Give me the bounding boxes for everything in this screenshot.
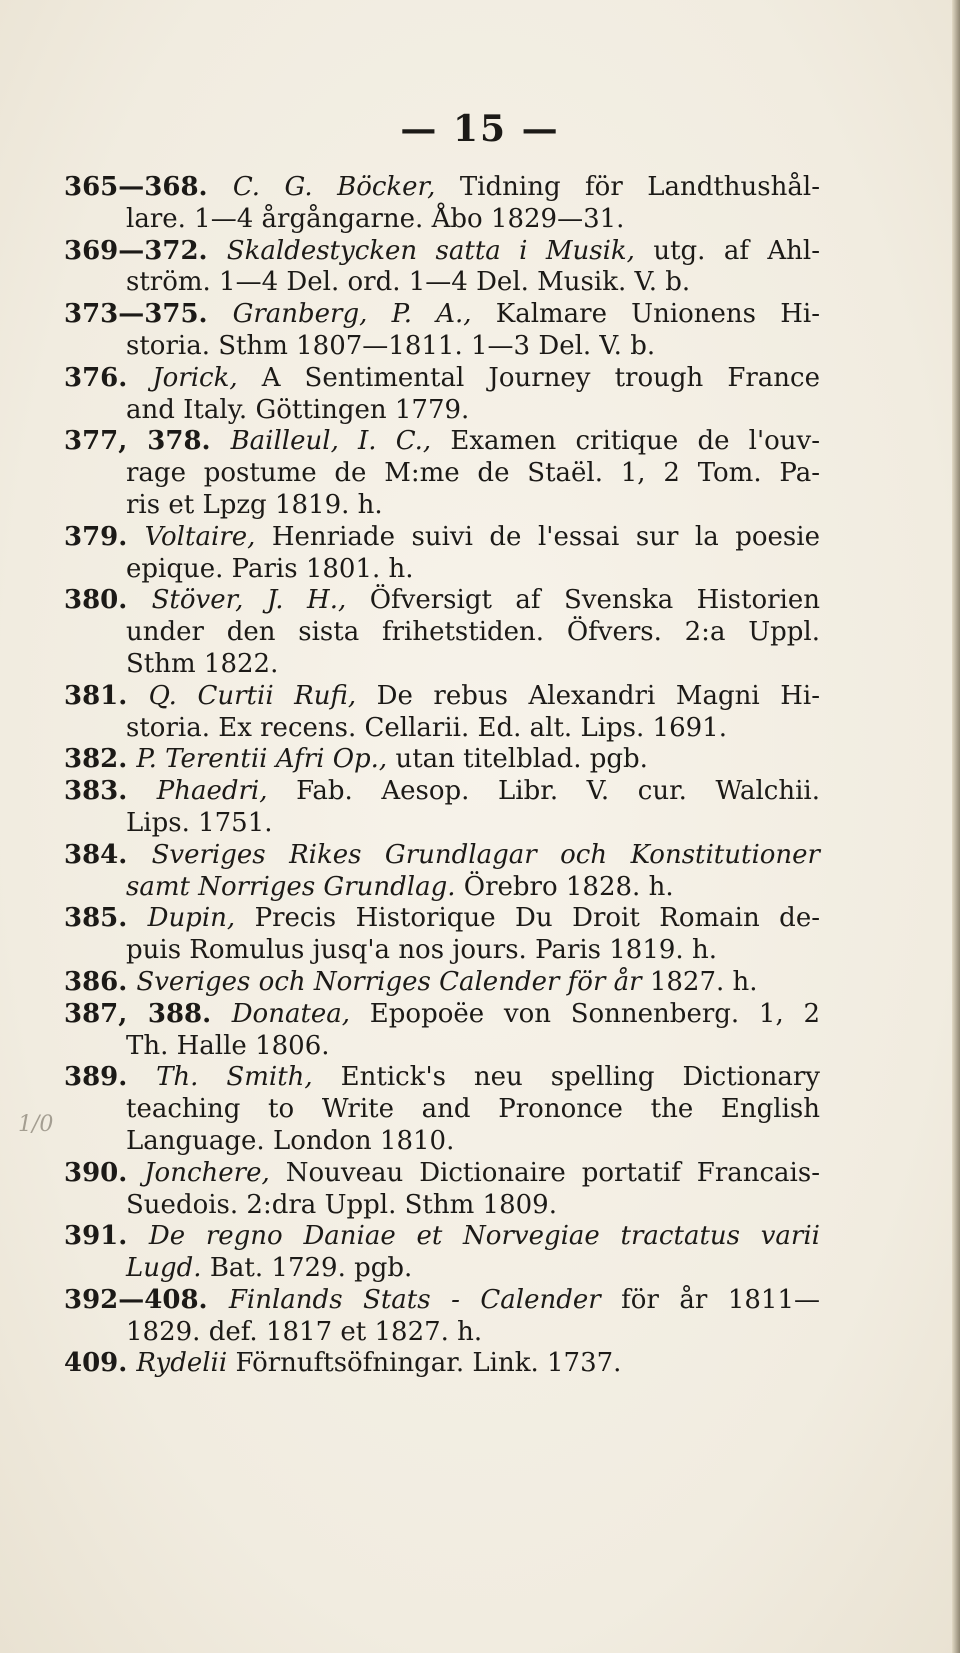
entry-text: lare. 1—4 årgångarne. Åbo 1829—31.: [126, 203, 625, 234]
entry-text: Language. London 1810.: [126, 1125, 455, 1156]
catalog-entry: [64, 744, 820, 776]
entry-text: Öfversigt af Svenska Historien: [346, 585, 820, 616]
entry-author-title: Q. Curtii Rufi,: [148, 680, 357, 711]
entry-author-title: Dupin,: [147, 903, 236, 934]
entry-continuation-line: [64, 267, 820, 299]
entry-continuation-line: [64, 395, 820, 427]
entry-number: 391.: [64, 1221, 149, 1252]
entry-first-line: [64, 363, 820, 395]
entry-first-line: [64, 681, 820, 713]
entry-author-title: Voltaire,: [144, 521, 256, 552]
entry-continuation-line: [64, 204, 820, 236]
entry-text: Precis Historique Du Droit Romain de-: [235, 903, 820, 934]
entry-text: A Sentimental Journey trough France: [237, 362, 820, 393]
entry-first-line: [64, 426, 820, 458]
entry-author-title: Sveriges och Norriges Calender för år: [136, 966, 642, 997]
entry-continuation-line: [64, 1190, 820, 1222]
entry-first-line: [64, 999, 820, 1031]
entry-text: under den sista frihetstiden. Öfvers. 2:a Uppl.: [126, 617, 820, 648]
entry-continuation-line: [64, 713, 820, 745]
entry-text: Fab. Aesop. Libr. V. cur. Walchii.: [267, 776, 820, 807]
entry-author-title: samt Norriges Grundlag.: [126, 871, 456, 902]
entry-first-line: [64, 236, 820, 268]
entry-text: utan titelblad. pgb.: [387, 744, 648, 775]
entry-first-line: [64, 1062, 820, 1094]
entry-number: 390.: [64, 1157, 145, 1188]
entry-continuation-line: [64, 490, 820, 522]
entry-continuation-line: [64, 1031, 820, 1063]
entry-number: 409.: [64, 1348, 137, 1379]
entry-text: ström. 1—4 Del. ord. 1—4 Del. Musik. V. b.: [126, 267, 691, 298]
entry-text: puis Romulus jusq'a nos jours. Paris 1819. h.: [126, 935, 717, 966]
catalog-entries: [64, 172, 820, 1380]
entry-text: Örebro 1828. h.: [455, 871, 674, 902]
entry-number: 379.: [64, 521, 145, 552]
entry-continuation-line: [64, 808, 820, 840]
entry-first-line: [64, 1348, 820, 1380]
entry-number: 383.: [64, 776, 157, 807]
entry-text: Förnuftsöfningar. Link. 1737.: [227, 1348, 622, 1379]
catalog-entry: [64, 1062, 820, 1157]
entry-author-title: Finlands Stats - Calender: [228, 1284, 601, 1315]
entry-text: storia. Sthm 1807—1811. 1—3 Del. V. b.: [126, 330, 656, 361]
entry-text: 1827. h.: [641, 966, 758, 997]
entry-continuation-line: [64, 554, 820, 586]
entry-author-title: Bailleul, I. C.,: [230, 426, 432, 457]
entry-author-title: Jorick,: [152, 362, 238, 393]
entry-number: 380.: [64, 585, 152, 616]
entry-continuation-line: [64, 649, 820, 681]
entry-number: 386.: [64, 966, 137, 997]
page-number: — 15 —: [400, 108, 560, 150]
entry-text: Suedois. 2:dra Uppl. Sthm 1809.: [126, 1189, 557, 1220]
entry-author-title: Rydelii: [136, 1348, 228, 1379]
entry-author-title: C. G. Böcker,: [232, 172, 436, 202]
entry-text: 1829. def. 1817 et 1827. h.: [126, 1316, 483, 1347]
entry-first-line: [64, 172, 820, 204]
entry-author-title: Granberg, P. A.,: [232, 299, 472, 330]
entry-author-title: Donatea,: [231, 998, 351, 1029]
catalog-entry: [64, 236, 820, 300]
entry-number: 376.: [64, 362, 153, 393]
entry-first-line: [64, 299, 820, 331]
entry-text: utg. af Ahl-: [634, 235, 820, 266]
entry-text: Tidning för Landthushål-: [435, 172, 820, 202]
catalog-entry: [64, 1285, 820, 1349]
catalog-entry: [64, 585, 820, 680]
entry-number: 384.: [64, 839, 152, 870]
entry-text: rage postume de M:me de Staël. 1, 2 Tom. Pa-: [126, 458, 820, 489]
entry-text: Entick's neu spelling Dictionary: [312, 1062, 820, 1093]
entry-continuation-line: [64, 1094, 820, 1126]
entry-continuation-line: [64, 872, 820, 904]
entry-first-line: [64, 522, 820, 554]
entry-text: Nouveau Dictionaire portatif Francais-: [269, 1157, 820, 1188]
catalog-entry: [64, 1348, 820, 1380]
entry-continuation-line: [64, 617, 820, 649]
catalog-entry: [64, 522, 820, 586]
entry-continuation-line: [64, 1317, 820, 1349]
catalog-entry: [64, 840, 820, 904]
entry-text: Henriade suivi de l'essai sur la poesie: [255, 521, 820, 552]
entry-text: för år 1811—: [600, 1284, 820, 1315]
entry-text: Lips. 1751.: [126, 807, 273, 838]
entry-text: Bat. 1729. pgb.: [201, 1253, 413, 1284]
entry-continuation-line: [64, 935, 820, 967]
entry-continuation-line: [64, 331, 820, 363]
catalog-entry: [64, 299, 820, 363]
catalog-entry: [64, 1221, 820, 1285]
entry-number: 392—408.: [64, 1284, 229, 1315]
catalog-entry: [64, 903, 820, 967]
entry-continuation-line: [64, 458, 820, 490]
entry-author-title: Phaedri,: [156, 776, 268, 807]
entry-author-title: Sveriges Rikes Grundlagar och Konstitutioner: [151, 839, 820, 870]
entry-author-title: Jonchere,: [144, 1157, 270, 1188]
entry-author-title: P. Terentii Afri Op.,: [136, 744, 388, 775]
entry-author-title: Skaldestycken satta i Musik,: [226, 235, 635, 266]
entry-number: 389.: [64, 1062, 157, 1093]
entry-first-line: [64, 585, 820, 617]
catalog-entry: [64, 426, 820, 521]
entry-number: 385.: [64, 903, 148, 934]
entry-number: 387, 388.: [64, 998, 232, 1029]
entry-author-title: Stöver, J. H.,: [151, 585, 347, 616]
catalog-entry: [64, 363, 820, 427]
entry-number: 373—375.: [64, 299, 233, 330]
catalog-entry: [64, 999, 820, 1063]
catalog-entry: [64, 172, 820, 236]
entry-text: Sthm 1822.: [126, 648, 279, 679]
entry-number: 381.: [64, 680, 149, 711]
entry-first-line: [64, 1221, 820, 1253]
entry-author-title: De regno Daniae et Norvegiae tractatus varii: [148, 1221, 820, 1252]
entry-first-line: [64, 903, 820, 935]
entry-author-title: Lugd.: [126, 1253, 202, 1284]
entry-text: epique. Paris 1801. h.: [126, 553, 414, 584]
entry-continuation-line: [64, 1253, 820, 1285]
entry-text: Examen critique de l'ouv-: [431, 426, 821, 457]
margin-note: 1/0: [18, 1112, 54, 1137]
entry-text: Kalmare Unionens Hi-: [471, 299, 820, 330]
entry-text: ris et Lpzg 1819. h.: [126, 489, 383, 520]
catalog-entry: [64, 681, 820, 745]
entry-number: 365—368.: [64, 172, 233, 202]
entry-number: 377, 378.: [64, 426, 231, 457]
entry-first-line: [64, 1158, 820, 1190]
entry-text: storia. Ex recens. Cellarii. Ed. alt. Lips. 1691.: [126, 712, 727, 743]
entry-text: De rebus Alexandri Magni Hi-: [356, 680, 820, 711]
entry-text: and Italy. Göttingen 1779.: [126, 394, 470, 425]
entry-text: Th. Halle 1806.: [126, 1030, 330, 1061]
catalog-entry: [64, 967, 820, 999]
catalog-entry: [64, 1158, 820, 1222]
catalog-entry: [64, 776, 820, 840]
page-edge: [952, 0, 960, 1653]
entry-continuation-line: [64, 1126, 820, 1158]
entry-first-line: [64, 776, 820, 808]
entry-text: Epopoëe von Sonnenberg. 1, 2: [350, 998, 820, 1029]
entry-text: teaching to Write and Prononce the English: [126, 1094, 820, 1125]
entry-number: 382.: [64, 744, 137, 775]
entry-number: 369—372.: [64, 235, 227, 266]
entry-first-line: [64, 967, 820, 999]
entry-first-line: [64, 840, 820, 872]
entry-first-line: [64, 1285, 820, 1317]
entry-first-line: [64, 744, 820, 776]
entry-author-title: Th. Smith,: [156, 1062, 313, 1093]
